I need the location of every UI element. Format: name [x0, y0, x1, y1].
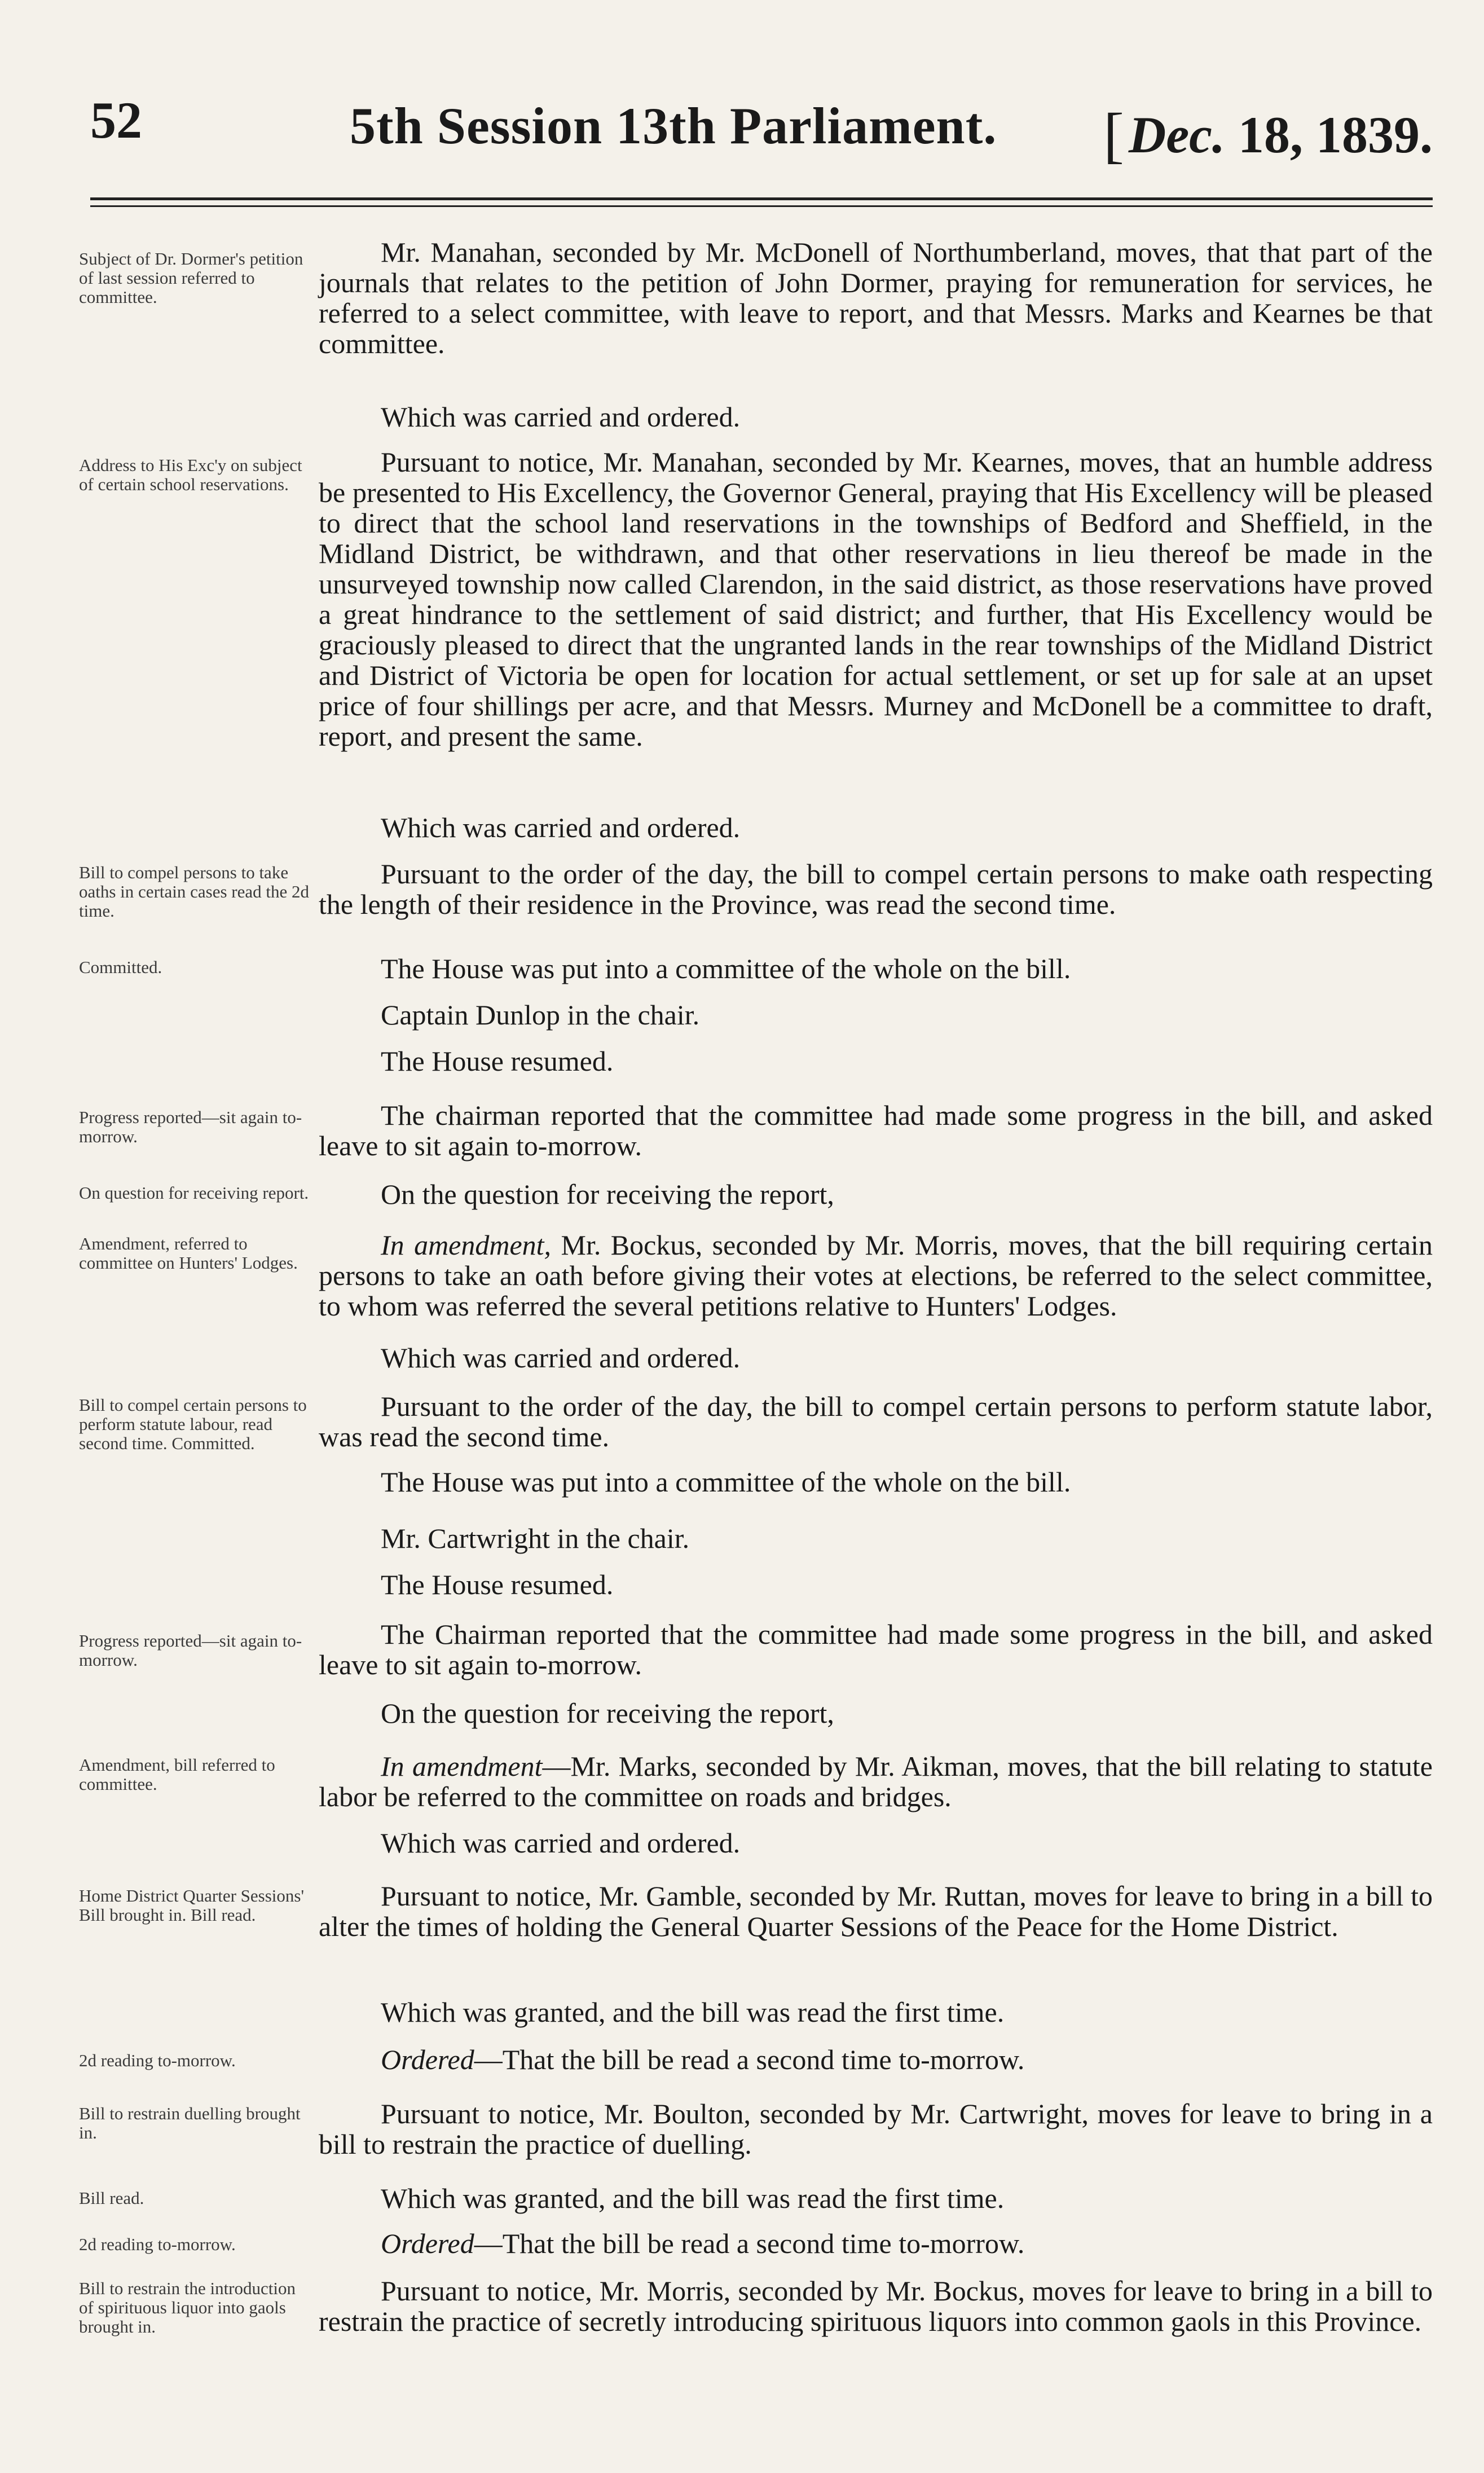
- entry-text: In amendment—Mr. Marks, seconded by Mr. Aikman, moves, that the bill relating to statute labor be referred to the committee on roads and bridges.: [319, 1750, 1433, 1812]
- margin-note: Bill to restrain the introduction of spirituous liquor into gaols brought in.: [79, 2278, 296, 2336]
- entry-text: The House was put into a committee of the whole on the bill.: [381, 1466, 1071, 1498]
- margin-note: Amendment, bill referred to committee.: [79, 1755, 275, 1794]
- date-month: Dec.: [1128, 106, 1225, 164]
- entry-text: On the question for receiving the report,: [381, 1178, 834, 1210]
- running-title: 5th Session 13th Parliament.: [350, 97, 997, 155]
- entry-text: Pursuant to notice, Mr. Manahan, seconded by Mr. Kearnes, moves, that an humble address be presented to His Excellency, the Governor General, praying that His Excellency will be pleased to direct that the school land reservations in the townships of Bedford and Sheffield, in the Midland District, be withdrawn, and that other reservations in lieu thereof be made in the unsurveyed township now called Clarendon, in the said district, as those reservations have proved a great hindrance to the settlement of said district; and further, that His Excellency would be graciously pleased to direct that the ungranted lands in the rear townships of the Midland District and District of Victoria be open for location for actual settlement, or set up for sale at an upset price of four shillings per acre, and that Messrs. Murney and McDonell be a committee to draft, report, and present the same.: [319, 446, 1433, 752]
- entry-text: Which was carried and ordered.: [381, 401, 741, 433]
- entry-text: Which was granted, and the bill was read the first time.: [381, 2182, 1005, 2214]
- entry-text: Captain Dunlop in the chair.: [381, 999, 700, 1031]
- margin-note: Home District Quarter Sessions' Bill brought in. Bill read.: [79, 1886, 305, 1925]
- entry-text: The House resumed.: [381, 1569, 614, 1600]
- entry-text: Pursuant to notice, Mr. Morris, seconded by Mr. Bockus, moves for leave to bring in a bill to restrain the practice of secretly introducing spirituous liquors into common gaols in this Province.: [319, 2275, 1433, 2337]
- entry-text: Ordered—That the bill be read a second time to-morrow.: [381, 2228, 1025, 2259]
- date-day-year: 18, 1839.: [1225, 106, 1433, 164]
- entry-text: Which was granted, and the bill was read the first time.: [381, 1996, 1005, 2028]
- margin-note: 2d reading to-morrow.: [79, 2050, 236, 2070]
- entry-text: Mr. Cartwright in the chair.: [381, 1522, 690, 1554]
- margin-note: Bill to restrain duelling brought in.: [79, 2104, 301, 2142]
- entry-text: Pursuant to the order of the day, the bill to compel certain persons to perform statute labor, was read the second time.: [319, 1390, 1433, 1453]
- entry-text: Pursuant to notice, Mr. Gamble, seconded by Mr. Ruttan, moves for leave to bring in a bill to alter the times of holding the General Quarter Sessions of the Peace for the Home District.: [319, 1880, 1433, 1942]
- margin-note: Address to His Exc'y on subject of certain school reservations.: [79, 455, 302, 494]
- margin-note: Bill to compel persons to take oaths in certain cases read the 2d time.: [79, 863, 309, 921]
- entry-text: Mr. Manahan, seconded by Mr. McDonell of Northumberland, moves, that that part of the journals that relates to the petition of John Dormer, praying for remuneration for services, he referred to a select committee, with leave to report, and that Messrs. Marks and Kearnes be that committee.: [319, 236, 1433, 359]
- margin-note: Progress reported—sit again to-morrow.: [79, 1631, 302, 1670]
- entry-text: Which was carried and ordered.: [381, 1342, 741, 1374]
- margin-note: Bill read.: [79, 2188, 144, 2208]
- entry-text: Which was carried and ordered.: [381, 1827, 741, 1859]
- entry-text: In amendment, Mr. Bockus, seconded by Mr. Morris, moves, that the bill requiring certain persons to take an oath before giving their votes at elections, be referred to the select committee, to whom was referred the several petitions relative to Hunters' Lodges.: [319, 1229, 1433, 1322]
- date-bracket: [: [1103, 100, 1124, 169]
- entry-text: Ordered—That the bill be read a second time to-morrow.: [381, 2044, 1025, 2075]
- header-date: [1103, 96, 1433, 168]
- margin-note: Subject of Dr. Dormer's petition of last session referred to committee.: [79, 249, 303, 307]
- header-rule-thick: [90, 197, 1433, 200]
- entry-text: Pursuant to the order of the day, the bill to compel certain persons to make oath respecting the length of their residence in the Province, was read the second time.: [319, 858, 1433, 920]
- entry-text: The chairman reported that the committee had made some progress in the bill, and asked leave to sit again to-morrow.: [319, 1099, 1433, 1161]
- page-header: [90, 85, 1433, 175]
- entry-text: Which was carried and ordered.: [381, 812, 741, 843]
- margin-note: Bill to compel certain persons to perform statute labour, read second time. Committed.: [79, 1395, 307, 1453]
- entry-text: On the question for receiving the report,: [381, 1697, 834, 1729]
- header-rule-thin: [90, 205, 1433, 207]
- margin-note: Amendment, referred to committee on Hunters' Lodges.: [79, 1234, 298, 1273]
- entry-text: The Chairman reported that the committee had made some progress in the bill, and asked leave to sit again to-morrow.: [319, 1618, 1433, 1680]
- margin-note: 2d reading to-morrow.: [79, 2234, 236, 2254]
- entry-text: Pursuant to notice, Mr. Boulton, seconded by Mr. Cartwright, moves for leave to bring in a bill to restrain the practice of duelling.: [319, 2098, 1433, 2160]
- margin-note: Committed.: [79, 957, 162, 977]
- margin-note: On question for receiving report.: [79, 1183, 309, 1203]
- entry-text: The House resumed.: [381, 1045, 614, 1077]
- entry-text: The House was put into a committee of the whole on the bill.: [381, 953, 1071, 984]
- page-number: 52: [90, 91, 142, 149]
- margin-note: Progress reported—sit again to-morrow.: [79, 1107, 302, 1146]
